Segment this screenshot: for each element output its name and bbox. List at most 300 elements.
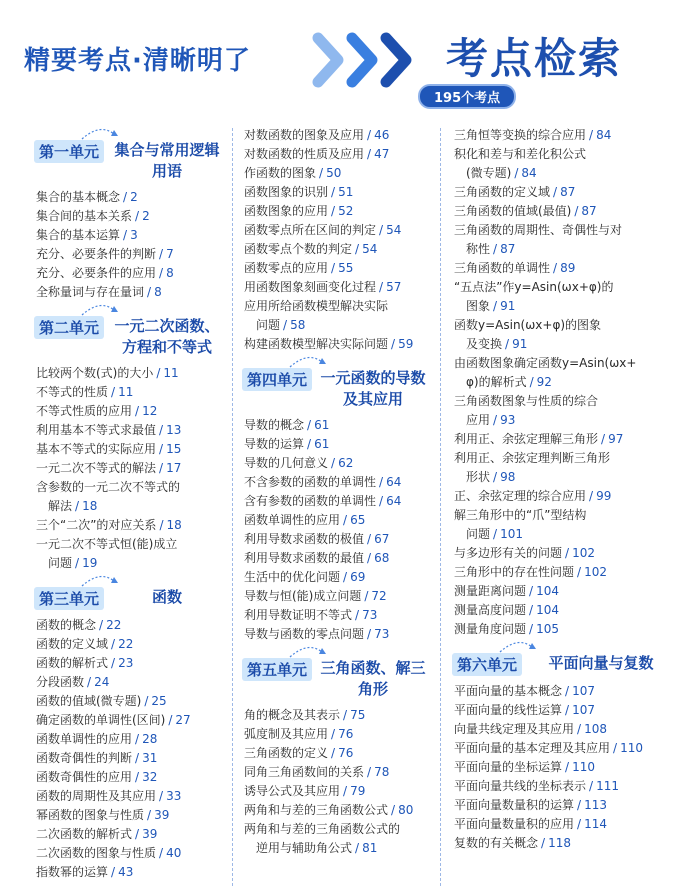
topic-item[interactable] — [452, 620, 674, 639]
topic-text: 称性 — [466, 242, 491, 256]
unit-heading — [34, 316, 224, 358]
page-separator: / — [367, 551, 372, 565]
topic-item[interactable] — [242, 473, 428, 492]
topic-item[interactable] — [242, 820, 428, 839]
page-number: 2 — [142, 209, 150, 223]
topic-text: (微专题) — [466, 166, 512, 180]
page-separator: / — [159, 461, 164, 475]
topic-item[interactable] — [242, 435, 428, 454]
topic-text: 函数的定义域 — [36, 637, 109, 651]
unit-title: 平面向量与复数 — [548, 654, 654, 672]
topic-item[interactable] — [34, 654, 224, 673]
page-number: 59 — [398, 337, 414, 351]
topic-item[interactable] — [452, 316, 674, 335]
page-separator: / — [589, 489, 594, 503]
topic-item[interactable] — [242, 492, 428, 511]
topic-item[interactable] — [452, 183, 674, 202]
page-separator: / — [343, 784, 348, 798]
topic-text: 平面向量数量积的运算 — [454, 798, 575, 812]
page-number: 107 — [572, 703, 595, 717]
topic-item[interactable] — [34, 844, 224, 863]
topic-text: 三角函数的单调性 — [454, 261, 551, 275]
topic-item[interactable] — [452, 796, 674, 815]
topic-item[interactable] — [242, 202, 428, 221]
page-separator: / — [123, 190, 128, 204]
page-separator: / — [331, 261, 336, 275]
topic-text: 用函数图象刻画变化过程 — [244, 280, 377, 294]
page-separator: / — [553, 261, 558, 275]
topic-continuation[interactable] — [452, 164, 674, 183]
topic-item[interactable] — [452, 202, 674, 221]
topic-item[interactable] — [242, 183, 428, 202]
topic-item[interactable] — [452, 354, 674, 373]
page-number: 54 — [362, 242, 378, 256]
topic-text: 函数零点所在区间的判定 — [244, 223, 377, 237]
topic-item[interactable] — [452, 126, 674, 145]
topic-item[interactable] — [34, 711, 224, 730]
topic-item[interactable] — [452, 777, 674, 796]
topic-text: 一元二次不等式恒(能)成立 — [36, 537, 178, 551]
topic-text: 二次函数的图象与性质 — [36, 846, 157, 860]
topic-text: 三角恒等变换的综合应用 — [454, 128, 587, 142]
topic-text: 确定函数的单调性(区间) — [36, 713, 166, 727]
topic-text: 对数函数的性质及应用 — [244, 147, 365, 161]
topic-text: 全称量词与存在量词 — [36, 285, 145, 299]
page-number: 89 — [560, 261, 576, 275]
unit-tag: 第二单元 — [34, 316, 104, 339]
page-separator: / — [529, 584, 534, 598]
topic-item[interactable] — [452, 392, 674, 411]
unit-title: 函数 — [152, 588, 183, 606]
topic-item[interactable] — [452, 506, 674, 525]
page-separator: / — [87, 675, 92, 689]
topic-item[interactable] — [34, 402, 224, 421]
topic-item[interactable] — [34, 535, 224, 554]
topic-item[interactable] — [242, 606, 428, 625]
page-separator: / — [391, 803, 396, 817]
topic-item[interactable] — [242, 126, 428, 145]
page-number: 50 — [326, 166, 342, 180]
page-number: 64 — [386, 494, 402, 508]
topic-item[interactable] — [242, 568, 428, 587]
topic-item[interactable] — [242, 549, 428, 568]
page-header — [0, 0, 687, 112]
topic-text: 问题 — [48, 556, 73, 570]
topic-text: 三角形中的存在性问题 — [454, 565, 575, 579]
topic-item[interactable] — [452, 758, 674, 777]
page-separator: / — [493, 299, 498, 313]
page-number: 98 — [500, 470, 516, 484]
page-number: 111 — [596, 779, 619, 793]
page-number: 81 — [362, 841, 378, 855]
page-number: 51 — [338, 185, 354, 199]
page-number: 79 — [350, 784, 366, 798]
page-separator: / — [331, 746, 336, 760]
topic-item[interactable] — [34, 516, 224, 535]
page-separator: / — [577, 817, 582, 831]
decorative-arc-icon — [288, 354, 328, 368]
page-separator: / — [493, 413, 498, 427]
topic-text: 与多边形有关的问题 — [454, 546, 563, 560]
topic-text: 含参数的一元二次不等式的 — [36, 480, 181, 494]
topic-item[interactable] — [452, 601, 674, 620]
topic-item[interactable] — [34, 825, 224, 844]
topic-item[interactable] — [452, 430, 674, 449]
topic-text: 三角函数的周期性、奇偶性与对 — [454, 223, 623, 237]
page-number: 18 — [82, 499, 98, 513]
page-number: 87 — [581, 204, 597, 218]
topic-count-badge: 195个考点 — [418, 84, 516, 109]
page-number: 58 — [290, 318, 306, 332]
page-number: 73 — [374, 627, 390, 641]
unit-heading-row — [452, 653, 674, 676]
page-number: 84 — [596, 128, 612, 142]
page-separator: / — [99, 618, 104, 632]
topic-continuation[interactable] — [452, 297, 674, 316]
page-title: 考点检索 — [446, 34, 623, 83]
page-separator: / — [613, 741, 618, 755]
page-number: 76 — [338, 746, 354, 760]
topic-text: 利用导数证明不等式 — [244, 608, 353, 622]
topic-item[interactable] — [34, 730, 224, 749]
topic-text: 导数与函数的零点问题 — [244, 627, 365, 641]
topic-item[interactable] — [452, 701, 674, 720]
topic-item[interactable] — [452, 834, 674, 853]
page-separator: / — [135, 751, 140, 765]
topic-item[interactable] — [242, 625, 428, 644]
topic-text: 函数y=Asin(ωx+φ)的图象 — [454, 318, 602, 332]
page-separator: / — [379, 475, 384, 489]
page-number: 7 — [166, 247, 174, 261]
topic-item[interactable] — [452, 582, 674, 601]
topic-item[interactable] — [452, 563, 674, 582]
page-number: 52 — [338, 204, 354, 218]
page-number: 11 — [118, 385, 134, 399]
page-number: 69 — [350, 570, 366, 584]
page-separator: / — [367, 128, 372, 142]
topic-text: 测量角度问题 — [454, 622, 527, 636]
unit-heading — [242, 658, 428, 700]
topic-item[interactable] — [452, 815, 674, 834]
topic-text: 同角三角函数间的关系 — [244, 765, 365, 779]
topic-text: 利用基本不等式求最值 — [36, 423, 157, 437]
page-separator: / — [379, 494, 384, 508]
topic-item[interactable] — [452, 544, 674, 563]
topic-text: 诱导公式及其应用 — [244, 784, 341, 798]
page-separator: / — [553, 185, 558, 199]
index-column-1 — [34, 126, 224, 882]
unit-heading — [452, 653, 674, 676]
page-number: 2 — [130, 190, 138, 204]
unit-heading-row — [34, 140, 224, 182]
topic-item[interactable] — [452, 145, 674, 164]
topic-item[interactable] — [242, 706, 428, 725]
page-number: 3 — [130, 228, 138, 242]
page-number: 46 — [374, 128, 390, 142]
page-separator: / — [159, 423, 164, 437]
decorative-arc-icon — [80, 302, 120, 316]
topic-continuation[interactable] — [34, 554, 224, 573]
page-number: 28 — [142, 732, 158, 746]
topic-continuation[interactable] — [452, 468, 674, 487]
topic-item[interactable] — [242, 416, 428, 435]
page-number: 33 — [166, 789, 182, 803]
topic-item[interactable] — [242, 221, 428, 240]
topic-text: 三个“二次”的对应关系 — [36, 518, 157, 532]
topic-item[interactable] — [34, 364, 224, 383]
page-separator: / — [123, 228, 128, 242]
page-number: 17 — [166, 461, 182, 475]
page-number: 27 — [175, 713, 191, 727]
page-separator: / — [541, 836, 546, 850]
page-number: 8 — [166, 266, 174, 280]
page-number: 91 — [500, 299, 516, 313]
page-separator: / — [529, 603, 534, 617]
topic-item[interactable] — [242, 530, 428, 549]
topic-item[interactable] — [34, 635, 224, 654]
topic-text: 测量高度问题 — [454, 603, 527, 617]
page-number: 114 — [584, 817, 607, 831]
column-divider — [440, 128, 441, 886]
topic-continuation[interactable] — [242, 316, 428, 335]
topic-item[interactable] — [34, 440, 224, 459]
topic-item[interactable] — [242, 587, 428, 606]
topic-text: 解法 — [48, 499, 73, 513]
unit-tag: 第三单元 — [34, 587, 104, 610]
page-number: 22 — [118, 637, 134, 651]
page-number: 84 — [521, 166, 537, 180]
topic-continuation[interactable] — [452, 373, 674, 392]
topic-item[interactable] — [34, 692, 224, 711]
page-separator: / — [331, 204, 336, 218]
page-separator: / — [135, 404, 140, 418]
topic-item[interactable] — [34, 787, 224, 806]
topic-item[interactable] — [34, 264, 224, 283]
topic-continuation[interactable] — [452, 335, 674, 354]
topic-item[interactable] — [34, 421, 224, 440]
page-number: 61 — [314, 418, 330, 432]
page-number: 32 — [142, 770, 158, 784]
topic-text: 解三角形中的“爪”型结构 — [454, 508, 587, 522]
topic-item[interactable] — [34, 673, 224, 692]
page-separator: / — [135, 827, 140, 841]
topic-item[interactable] — [34, 283, 224, 302]
topic-item[interactable] — [242, 801, 428, 820]
topic-item[interactable] — [242, 744, 428, 763]
topic-item[interactable] — [34, 749, 224, 768]
topic-item[interactable] — [242, 725, 428, 744]
topic-text: 导数与恒(能)成立问题 — [244, 589, 362, 603]
topic-item[interactable] — [34, 478, 224, 497]
topic-item[interactable] — [242, 259, 428, 278]
page-number: 40 — [166, 846, 182, 860]
topic-item[interactable] — [34, 616, 224, 635]
topic-text: 函数奇偶性的应用 — [36, 770, 133, 784]
unit-tag: 第四单元 — [242, 368, 312, 391]
topic-item[interactable] — [242, 763, 428, 782]
page-number: 78 — [374, 765, 390, 779]
topic-text: 导数的运算 — [244, 437, 305, 451]
topic-item[interactable] — [242, 335, 428, 354]
topic-text: 生活中的优化问题 — [244, 570, 341, 584]
unit-heading-row — [34, 587, 224, 610]
topic-item[interactable] — [34, 383, 224, 402]
page-separator: / — [379, 280, 384, 294]
index-column-3 — [452, 126, 674, 853]
topic-item[interactable] — [452, 449, 674, 468]
page-separator: / — [565, 760, 570, 774]
topic-item[interactable] — [34, 245, 224, 264]
page-number: 22 — [106, 618, 122, 632]
unit-title: 集合与常用逻辑用语 — [114, 141, 220, 180]
page-separator: / — [283, 318, 288, 332]
topic-item[interactable] — [242, 145, 428, 164]
topic-text: 比较两个数(式)的大小 — [36, 366, 154, 380]
unit-title: 三角函数、解三角形 — [320, 659, 426, 698]
page-separator: / — [391, 337, 396, 351]
topic-text: 三角函数的定义 — [244, 746, 329, 760]
topic-text: 问题 — [466, 527, 491, 541]
topic-text: 平面向量的坐标运算 — [454, 760, 563, 774]
page-separator: / — [135, 732, 140, 746]
topic-continuation[interactable] — [452, 240, 674, 259]
page-separator: / — [577, 722, 582, 736]
topic-item[interactable] — [452, 278, 674, 297]
topic-text: 一元二次不等式的解法 — [36, 461, 157, 475]
page-separator: / — [367, 532, 372, 546]
page-separator: / — [111, 656, 116, 670]
topic-text: 充分、必要条件的应用 — [36, 266, 157, 280]
topic-item[interactable] — [242, 164, 428, 183]
page-number: 19 — [82, 556, 98, 570]
page-separator: / — [589, 128, 594, 142]
page-number: 104 — [536, 584, 559, 598]
page-separator: / — [364, 589, 369, 603]
topic-item[interactable] — [452, 720, 674, 739]
topic-text: 形状 — [466, 470, 491, 484]
topic-text: 角的概念及其表示 — [244, 708, 341, 722]
page-separator: / — [565, 546, 570, 560]
topic-item[interactable] — [34, 226, 224, 245]
page-number: 110 — [620, 741, 643, 755]
topic-item[interactable] — [34, 806, 224, 825]
topic-text: 函数零点的应用 — [244, 261, 329, 275]
topic-continuation[interactable] — [452, 411, 674, 430]
page-number: 91 — [512, 337, 528, 351]
topic-text: 集合间的基本关系 — [36, 209, 133, 223]
topic-item[interactable] — [452, 682, 674, 701]
page-separator: / — [514, 166, 519, 180]
topic-text: 函数单调性的应用 — [244, 513, 341, 527]
page-separator: / — [159, 518, 164, 532]
page-separator: / — [493, 527, 498, 541]
page-separator: / — [144, 694, 149, 708]
topic-text: 两角和与差的三角函数公式 — [244, 803, 389, 817]
page-separator: / — [574, 204, 579, 218]
page-separator: / — [75, 499, 80, 513]
page-number: 80 — [398, 803, 414, 817]
topic-item[interactable] — [34, 863, 224, 882]
topic-item[interactable] — [242, 511, 428, 530]
topic-text: 平面向量共线的坐标表示 — [454, 779, 587, 793]
page-number: 101 — [500, 527, 523, 541]
topic-continuation[interactable] — [452, 525, 674, 544]
page-number: 102 — [572, 546, 595, 560]
page-separator: / — [565, 684, 570, 698]
topic-continuation[interactable] — [242, 839, 428, 858]
topic-item[interactable] — [242, 454, 428, 473]
page-number: 118 — [548, 836, 571, 850]
topic-item[interactable] — [452, 221, 674, 240]
topic-text: 幂函数的图象与性质 — [36, 808, 145, 822]
page-separator: / — [493, 242, 498, 256]
topic-text: 含有参数的函数的单调性 — [244, 494, 377, 508]
topic-item[interactable] — [242, 278, 428, 297]
topic-text: 指数幂的运算 — [36, 865, 109, 879]
unit-title: 一元二次函数、方程和不等式 — [114, 317, 220, 356]
topic-item[interactable] — [34, 768, 224, 787]
topic-text: 利用正、余弦定理解三角形 — [454, 432, 599, 446]
page-number: 39 — [154, 808, 170, 822]
page-separator: / — [355, 242, 360, 256]
page-number: 102 — [584, 565, 607, 579]
topic-text: 导数的概念 — [244, 418, 305, 432]
topic-item[interactable] — [34, 459, 224, 478]
topic-item[interactable] — [34, 207, 224, 226]
page-separator: / — [111, 385, 116, 399]
topic-item[interactable] — [242, 782, 428, 801]
page-number: 12 — [142, 404, 158, 418]
page-number: 13 — [166, 423, 182, 437]
topic-text: 利用导数求函数的极值 — [244, 532, 365, 546]
page-number: 64 — [386, 475, 402, 489]
page-number: 15 — [166, 442, 182, 456]
topic-text: 三角函数图象与性质的综合 — [454, 394, 599, 408]
topic-text: 函数的概念 — [36, 618, 97, 632]
unit-tag: 第六单元 — [452, 653, 522, 676]
topic-text: 平面向量的基本概念 — [454, 684, 563, 698]
page-separator: / — [135, 770, 140, 784]
page-separator: / — [307, 437, 312, 451]
page-number: 23 — [118, 656, 134, 670]
page-separator: / — [355, 841, 360, 855]
page-separator: / — [577, 798, 582, 812]
page-number: 104 — [536, 603, 559, 617]
topic-text: 函数零点个数的判定 — [244, 242, 353, 256]
topic-item[interactable] — [242, 297, 428, 316]
topic-item[interactable] — [242, 240, 428, 259]
topic-item[interactable] — [452, 739, 674, 758]
topic-text: 不含参数的函数的单调性 — [244, 475, 377, 489]
page-number: 92 — [536, 375, 552, 389]
topic-item[interactable] — [34, 188, 224, 207]
page-separator: / — [367, 765, 372, 779]
topic-item[interactable] — [452, 259, 674, 278]
page-number: 24 — [94, 675, 110, 689]
page-separator: / — [529, 375, 534, 389]
page-separator: / — [159, 846, 164, 860]
page-number: 99 — [596, 489, 612, 503]
topic-continuation[interactable] — [34, 497, 224, 516]
page-separator: / — [367, 147, 372, 161]
page-separator: / — [135, 209, 140, 223]
page-separator: / — [147, 285, 152, 299]
unit-heading-row — [34, 316, 224, 358]
page-separator: / — [355, 608, 360, 622]
topic-text: 函数的解析式 — [36, 656, 109, 670]
topic-item[interactable] — [452, 487, 674, 506]
topic-text: φ)的解析式 — [466, 375, 527, 389]
